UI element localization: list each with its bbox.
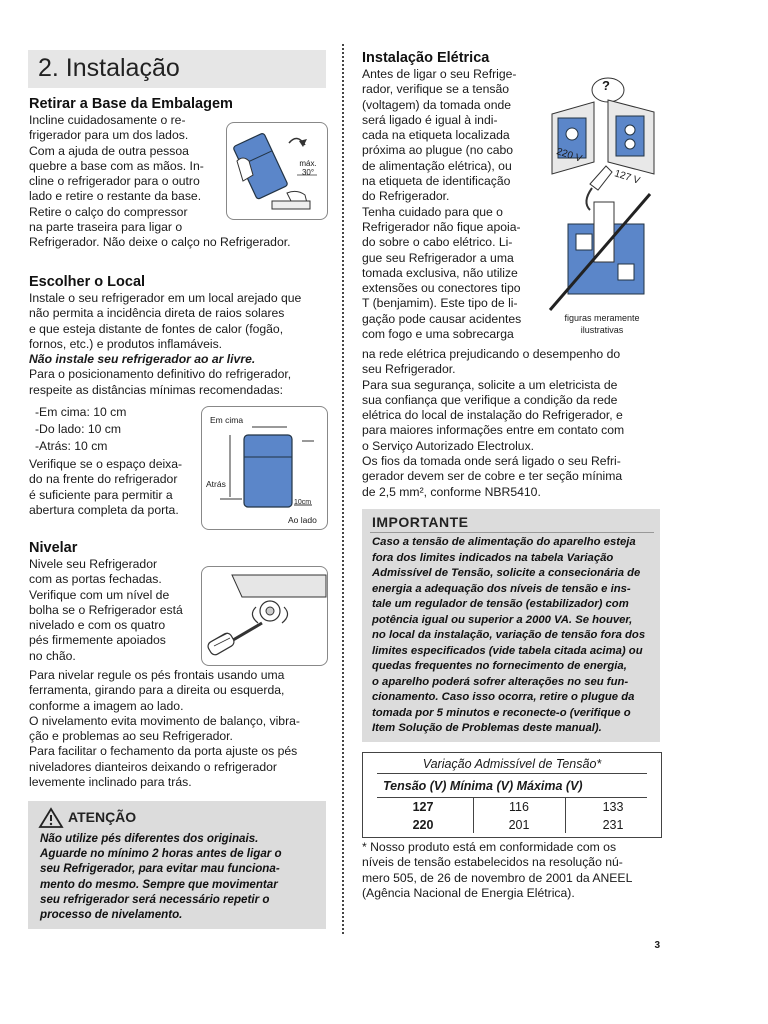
table-col-rule xyxy=(565,797,566,833)
text-line: no chão. xyxy=(29,648,76,663)
text-line: gação pode causar acidentes xyxy=(362,311,522,326)
text-line: cline o refrigerador para o outro xyxy=(29,174,200,189)
nivelar-body xyxy=(29,557,201,664)
text-line: é suficiente para permitir a xyxy=(29,487,173,502)
text-line: Instale o seu refrigerador em um local arejado que xyxy=(29,291,302,305)
table-col-rule xyxy=(473,797,474,833)
local-body xyxy=(29,291,329,398)
text-line: elétrica do local de instalação do Refrigerador, e xyxy=(362,408,623,423)
text-line: Item Solução de Problemas deste manual). xyxy=(372,722,602,734)
text-line: mento do mesmo. Sempre que movimentar xyxy=(40,877,278,891)
text-line: seu Refrigerador. xyxy=(362,362,456,377)
text-line: Admissível de Tensão, solicite a consecionária de xyxy=(372,567,641,579)
table-rule xyxy=(377,773,647,774)
text-line: níveis de tensão estabelecidos na resolução nú- xyxy=(362,855,623,870)
local-body-2 xyxy=(29,457,199,518)
text-line: energia a adequação dos níveis de tensão e ins- xyxy=(372,582,631,595)
text-line: bolha se o Refrigerador está xyxy=(29,602,183,617)
text-line: com fogo e uma sobrecarga xyxy=(362,327,514,342)
heading-instalacao-eletrica: Instalação Elétrica xyxy=(362,50,490,66)
leveling-figure xyxy=(201,566,328,666)
text-line: gue seu Refrigerador a uma xyxy=(362,250,514,265)
page-title: 2. Instalação xyxy=(38,54,180,82)
text-line: tale um regulador de tensão (estabilizador) com xyxy=(372,598,629,610)
text-line: quedas frequentes no fornecimento de energia, xyxy=(372,660,627,672)
text-line: mero 505, de 26 de novembro de 2001 da ANEEL xyxy=(362,870,633,885)
eletrica-body-2 xyxy=(362,347,662,500)
text-line: Tenha cuidado para que o xyxy=(362,204,503,219)
distance-item: -Atrás: 10 cm xyxy=(35,439,108,453)
text-line: lado e retire o restante da base. xyxy=(29,189,202,204)
text-line: seu refrigerador será necessário repetir o xyxy=(40,892,270,906)
text-line: limites especificados (vide tabela citada acima) ou xyxy=(372,644,643,657)
page-number: 3 xyxy=(654,940,660,951)
question-mark: ? xyxy=(602,78,610,93)
text-line: Para facilitar o fechamento da porta ajuste os pés xyxy=(29,744,298,759)
text-line: potência igual ou superior a 2000 VA. Se houver, xyxy=(372,613,633,626)
text-line: niveladores dianteiros deixando o refrigerador xyxy=(29,759,277,774)
table-cell-tensao: 220 xyxy=(412,818,434,832)
text-line: abertura completa da porta. xyxy=(29,502,179,517)
text-line: de 2,5 mm², conforme NBR5410. xyxy=(362,484,541,499)
caption-line: figuras meramente xyxy=(564,313,640,323)
figure-caption xyxy=(548,312,656,336)
text-line: para maiores informações entre em contato com xyxy=(362,423,625,438)
text-line: O nivelamento evita movimento de balanço, vibra- xyxy=(29,713,300,728)
outdoor-warning: Não instale seu refrigerador ao ar livre. xyxy=(29,352,256,367)
table-cell-tensao: 127 xyxy=(412,800,434,814)
text-line: (Agência Nacional de Energia Elétrica). xyxy=(362,885,575,900)
text-line: Os fios da tomada onde será ligado o seu Refri- xyxy=(362,454,621,469)
text-line: pés firmemente apoiados xyxy=(29,633,166,648)
text-line: levemente inclinado para trás. xyxy=(29,775,192,790)
label-127v: 127 V xyxy=(612,168,642,187)
text-line: tomada por 5 minutos e reconecte-o (verifique o xyxy=(372,706,631,719)
text-line: cada na etiqueta localizada xyxy=(362,128,510,143)
text-line: nivelado e com os quatro xyxy=(29,618,166,633)
text-line: gerador devem ser de cobre e ter seção mínima xyxy=(362,469,623,484)
label-220v: 220 V xyxy=(554,146,584,165)
text-line: na parte traseira para ligar o xyxy=(29,220,183,235)
text-line: (voltagem) da tomada onde xyxy=(362,97,512,112)
text-line: Não utilize pés diferentes dos originais. xyxy=(40,832,259,845)
text-line: ferramenta, girando para a direita ou esquerda, xyxy=(29,683,285,698)
important-text xyxy=(372,535,660,737)
heading-retirar-base: Retirar a Base da Embalagem xyxy=(29,96,233,112)
text-line: * Nosso produto está em conformidade com os xyxy=(362,840,617,854)
table-cell-maxima: 231 xyxy=(602,818,624,832)
distance-item: -Do lado: 10 cm xyxy=(35,422,122,436)
attention-title: ATENÇÃO xyxy=(68,809,137,825)
label-ao-lado: Ao lado xyxy=(288,515,317,525)
important-title: IMPORTANTE xyxy=(372,514,469,530)
text-line: o Serviço Autorizado Electrolux. xyxy=(362,438,535,453)
text-line: Aguarde no mínimo 2 horas antes de ligar o xyxy=(40,847,282,861)
heading-nivelar: Nivelar xyxy=(29,540,78,556)
table-cell-maxima: 133 xyxy=(602,800,624,814)
distance-list xyxy=(35,404,126,455)
leveling-illustration xyxy=(202,567,327,665)
text-line: T (benjamim). Este tipo de li- xyxy=(362,296,518,311)
table-rule xyxy=(377,797,647,798)
text-line: do Refrigerador. xyxy=(362,189,450,204)
heading-escolher-local: Escolher o Local xyxy=(29,274,146,290)
table-cell-minima: 201 xyxy=(508,818,530,832)
column-divider xyxy=(342,44,344,934)
text-line: no local da instalação, variação de tensão fora dos xyxy=(372,629,646,641)
text-line: respeite as distâncias mínimas recomendadas: xyxy=(29,382,284,397)
text-line: Para o posicionamento definitivo do refrigerador, xyxy=(29,367,292,382)
text-line: cionamento. Caso isso ocorra, retire o plugue da xyxy=(372,691,635,703)
warning-triangle-icon xyxy=(38,807,64,829)
table-cell-minima: 116 xyxy=(509,800,529,814)
tilt-fridge-figure xyxy=(226,122,328,220)
distance-item: -Em cima: 10 cm xyxy=(35,405,127,419)
text-line: quebre a base com as mãos. In- xyxy=(29,158,204,173)
clearance-illustration xyxy=(202,407,327,529)
text-line: Com a ajuda de outra pessoa xyxy=(29,143,189,158)
text-line: Caso a tensão de alimentação do aparelho esteja xyxy=(372,536,636,548)
voltage-table-header: Tensão (V) Mínima (V) Máxima (V) xyxy=(383,779,583,793)
important-divider xyxy=(370,532,654,533)
voltage-table xyxy=(362,752,662,838)
text-line: Verifique com um nível de xyxy=(29,587,170,602)
clearance-figure xyxy=(201,406,328,530)
attention-box xyxy=(28,801,326,929)
text-line: Incline cuidadosamente o re- xyxy=(29,113,186,127)
tilt-angle-label: máx. 30° xyxy=(299,159,317,177)
text-line: Verifique se o espaço deixa- xyxy=(29,457,183,471)
text-line: ção e problemas ao seu Refrigerador. xyxy=(29,729,233,744)
text-line: extensões ou conectores tipo xyxy=(362,281,521,296)
text-line: processo de nivelamento. xyxy=(40,908,183,922)
text-line: na etiqueta de identificação xyxy=(362,174,511,189)
eletrica-body xyxy=(362,67,542,342)
text-line: Antes de ligar o seu Refrige- xyxy=(362,67,517,81)
label-10cm: 10cm xyxy=(294,499,312,506)
sockets-illustration xyxy=(546,74,658,342)
text-line: próxima ao plugue (no cabo xyxy=(362,143,514,158)
section-title-bar xyxy=(28,50,326,88)
text-line: do sobre o cabo elétrico. Li- xyxy=(362,235,513,250)
text-line: do na frente do refrigerador xyxy=(29,472,178,487)
text-line: o aparelho poderá sofrer alterações no seu fun- xyxy=(372,675,629,688)
nivelar-body-2 xyxy=(29,668,329,790)
text-line: tomada exclusiva, não utilize xyxy=(362,265,518,280)
text-line: Refrigerador. Não deixe o calço no Refrigerador. xyxy=(29,235,291,250)
text-line: Nivele seu Refrigerador xyxy=(29,557,158,571)
text-line: na rede elétrica prejudicando o desempenho do xyxy=(362,347,621,361)
text-line: conforme a imagem ao lado. xyxy=(29,698,184,713)
footnote xyxy=(362,840,662,901)
text-line: não permita a incidência direta de raios solares xyxy=(29,306,285,321)
text-line: seu Refrigerador, para evitar mau funciona- xyxy=(40,862,280,876)
label-em-cima: Em cima xyxy=(210,415,244,425)
voltage-table-title: Variação Admissível de Tensão* xyxy=(422,757,602,771)
caption-line: ilustrativas xyxy=(580,325,624,335)
attention-text xyxy=(40,831,324,922)
important-box xyxy=(362,509,660,742)
text-line: será ligado é igual à indi- xyxy=(362,112,498,127)
text-line: Para nivelar regule os pés frontais usando uma xyxy=(29,668,285,682)
electrical-figure xyxy=(546,74,658,342)
text-line: fornos, etc.) e produtos inflamáveis. xyxy=(29,336,223,351)
text-line: de alimentação elétrica), ou xyxy=(362,158,512,173)
text-line: Refrigerador não fique apoia- xyxy=(362,219,521,234)
text-line: Para sua segurança, solicite a um eletricista de xyxy=(362,377,618,392)
text-line: Retire o calço do compressor xyxy=(29,204,188,219)
label-atras: Atrás xyxy=(206,479,226,489)
text-line: rador, verifique se a tensão xyxy=(362,82,510,97)
text-line: frigerador para um dos lados. xyxy=(29,128,189,143)
text-line: e que esteja distante de fontes de calor (fogão, xyxy=(29,321,284,336)
text-line: com as portas fechadas. xyxy=(29,572,162,587)
text-line: sua confiança que verifique a condição da rede xyxy=(362,392,618,407)
text-line: fora dos limites indicados na tabela Variação xyxy=(372,551,614,564)
